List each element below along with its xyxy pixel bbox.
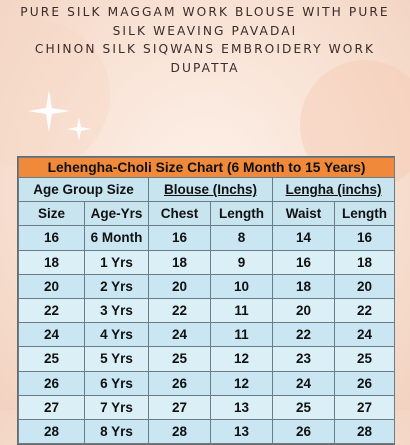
group-header-lengha: [273, 178, 395, 202]
column-header-chest: Chest: [149, 202, 211, 226]
size-chart: [17, 156, 395, 445]
cell-lengha-length: 25: [335, 347, 395, 371]
cell-blouse-length: 12: [211, 371, 273, 395]
group-header-blouse: [149, 178, 273, 202]
group-header-age: Age Group Size: [19, 178, 149, 202]
cell-lengha-length: 20: [335, 274, 395, 298]
cell-waist: 20: [273, 298, 335, 322]
cell-age: 6 Yrs: [85, 371, 149, 395]
cell-chest: 20: [149, 274, 211, 298]
cell-blouse-length: 10: [211, 274, 273, 298]
cell-age: 4 Yrs: [85, 323, 149, 347]
chart-title: Lehengha-Choli Size Chart (6 Month to 15 Years): [19, 158, 395, 178]
table-row: [19, 274, 395, 298]
cell-waist: 23: [273, 347, 335, 371]
cell-lengha-length: 16: [335, 226, 395, 250]
table-row: [19, 250, 395, 274]
cell-age: 3 Yrs: [85, 298, 149, 322]
description-line: DUPATTA: [170, 60, 240, 75]
size-chart-table: [18, 157, 395, 444]
cell-chest: 22: [149, 298, 211, 322]
cell-blouse-length: 8: [211, 226, 273, 250]
table-row: [19, 347, 395, 371]
cell-chest: 24: [149, 323, 211, 347]
cell-lengha-length: 24: [335, 323, 395, 347]
cell-blouse-length: 12: [211, 347, 273, 371]
cell-size: 25: [19, 347, 85, 371]
cell-blouse-length: 13: [211, 419, 273, 443]
column-header-row: [19, 202, 395, 226]
cell-lengha-length: 26: [335, 371, 395, 395]
cell-size: 27: [19, 395, 85, 419]
cell-waist: 16: [273, 250, 335, 274]
cell-size: 24: [19, 323, 85, 347]
cell-chest: 26: [149, 371, 211, 395]
group-header-row: [19, 178, 395, 202]
cell-blouse-length: 9: [211, 250, 273, 274]
column-header-age: Age-Yrs: [85, 202, 149, 226]
group-header-blouse-label: Blouse (Inchs): [163, 182, 257, 198]
cell-waist: 14: [273, 226, 335, 250]
cell-waist: 22: [273, 323, 335, 347]
cell-blouse-length: 11: [211, 323, 273, 347]
cell-size: 18: [19, 250, 85, 274]
cell-waist: 18: [273, 274, 335, 298]
product-description: [10, 3, 400, 77]
column-header-blouse-length: Length: [211, 202, 273, 226]
cell-age: 6 Month: [85, 226, 149, 250]
table-row: [19, 298, 395, 322]
cell-lengha-length: 18: [335, 250, 395, 274]
description-line: CHINON SILK SIQWANS EMBROIDERY WORK: [34, 42, 376, 56]
table-row: [19, 226, 395, 250]
cell-size: 28: [19, 419, 85, 443]
cell-chest: 18: [149, 250, 211, 274]
cell-size: 22: [19, 298, 85, 322]
table-row: [19, 371, 395, 395]
cell-lengha-length: 27: [335, 395, 395, 419]
table-row: [19, 419, 395, 443]
cell-waist: 26: [273, 419, 335, 443]
column-header-lengha-length: Length: [335, 202, 395, 226]
cell-chest: 16: [149, 226, 211, 250]
cell-age: 2 Yrs: [85, 274, 149, 298]
description-line: PURE SILK MAGGAM WORK BLOUSE WITH PURE: [20, 5, 390, 19]
cell-chest: 25: [149, 347, 211, 371]
column-header-size: Size: [19, 202, 85, 226]
cell-size: 26: [19, 371, 85, 395]
cell-chest: 28: [149, 419, 211, 443]
chart-title-row: [19, 158, 395, 178]
column-header-waist: Waist: [273, 202, 335, 226]
description-line: SILK WEAVING PAVADAI: [112, 23, 298, 38]
table-row: [19, 395, 395, 419]
cell-blouse-length: 13: [211, 395, 273, 419]
cell-size: 16: [19, 226, 85, 250]
cell-blouse-length: 11: [211, 298, 273, 322]
sparkle-icon: [66, 116, 92, 142]
cell-chest: 27: [149, 395, 211, 419]
table-row: [19, 323, 395, 347]
cell-age: 7 Yrs: [85, 395, 149, 419]
cell-age: 8 Yrs: [85, 419, 149, 443]
cell-age: 5 Yrs: [85, 347, 149, 371]
cell-lengha-length: 22: [335, 298, 395, 322]
cell-waist: 25: [273, 395, 335, 419]
group-header-lengha-label: Lengha (inchs): [285, 182, 382, 198]
cell-size: 20: [19, 274, 85, 298]
cell-waist: 24: [273, 371, 335, 395]
cell-age: 1 Yrs: [85, 250, 149, 274]
cell-lengha-length: 28: [335, 419, 395, 443]
